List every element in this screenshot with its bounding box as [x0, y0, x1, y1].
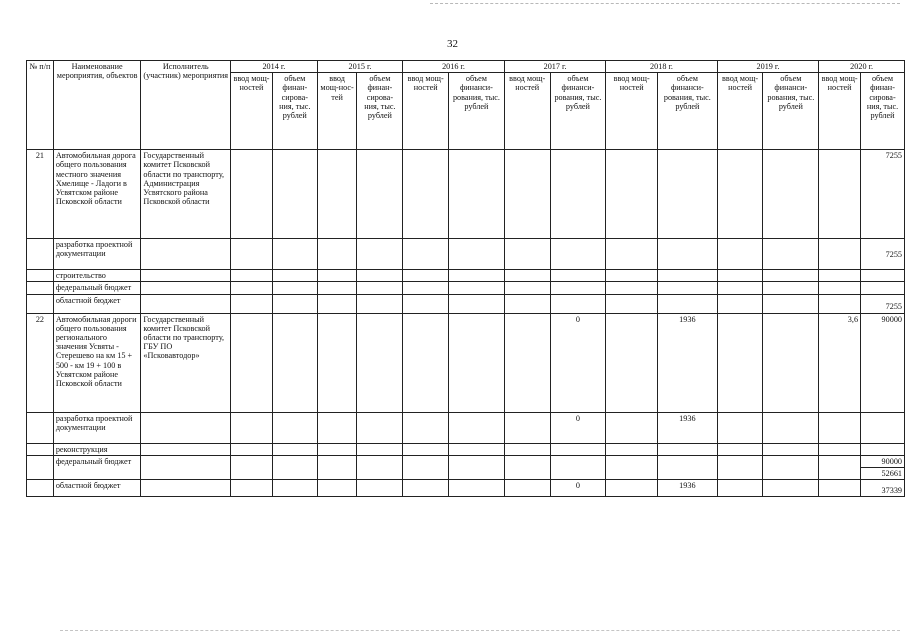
cell [606, 239, 658, 270]
header-funding-2014: объем финан-сирова-ния, тыс. рублей [272, 73, 317, 150]
cell [27, 412, 54, 443]
cell [717, 294, 763, 313]
object-name: Автомобильная дорога общего пользования местного значения Хмелище - Ладоги в Усвятском районе Псковской области [53, 150, 141, 239]
funding-2020-federal: 52661 [881, 468, 902, 478]
cell [317, 313, 357, 412]
header-year-2020: 2020 г. [819, 61, 905, 73]
subitem-name: разработка проектной документации [53, 412, 141, 443]
cell [317, 480, 357, 497]
cell [357, 150, 403, 239]
cell [819, 412, 861, 443]
subitem-name: строительство [53, 270, 141, 282]
cell [403, 480, 449, 497]
scan-artifact-bottom [60, 630, 900, 631]
cell [763, 282, 819, 294]
cell [449, 443, 505, 455]
executor: Государственный комитет Псковской области по транспорту, ГБУ ПО «Псковавтодор» [141, 313, 231, 412]
cell [272, 455, 317, 479]
cell [658, 150, 718, 239]
cell [550, 443, 606, 455]
cell [317, 455, 357, 479]
cell [357, 294, 403, 313]
cell [141, 455, 231, 479]
table-row [27, 313, 905, 412]
cell [449, 480, 505, 497]
table-row [27, 150, 905, 239]
funding-2020: 37339 [861, 480, 905, 497]
funding-2020: 7255 [861, 294, 905, 313]
page-number: 32 [447, 38, 458, 50]
header-capacity-2016: ввод мощ-ностей [403, 73, 449, 150]
cell [272, 480, 317, 497]
cell [357, 443, 403, 455]
cell [606, 282, 658, 294]
cell [403, 443, 449, 455]
funding-2018: 1936 [658, 313, 718, 412]
cell [763, 150, 819, 239]
cell [504, 443, 550, 455]
cell [658, 294, 718, 313]
cell [449, 455, 505, 479]
table-row [27, 480, 905, 497]
cell [550, 282, 606, 294]
cell [861, 270, 905, 282]
cell [658, 443, 718, 455]
cell [717, 150, 763, 239]
header-year-2018: 2018 г. [606, 61, 717, 73]
cell [357, 412, 403, 443]
cell [141, 480, 231, 497]
cell [819, 270, 861, 282]
cell [717, 239, 763, 270]
cell [272, 282, 317, 294]
cell [317, 282, 357, 294]
cell [317, 443, 357, 455]
cell [403, 270, 449, 282]
funding-2018: 1936 [658, 480, 718, 497]
header-capacity-2018: ввод мощ-ностей [606, 73, 658, 150]
cell [717, 270, 763, 282]
cell [449, 313, 505, 412]
cell [861, 282, 905, 294]
cell [504, 455, 550, 479]
cell [717, 480, 763, 497]
cell [231, 270, 273, 282]
header-capacity-2020: ввод мощ-ностей [819, 73, 861, 150]
cell [606, 443, 658, 455]
cell [272, 443, 317, 455]
cell [763, 294, 819, 313]
cell [606, 412, 658, 443]
cell [449, 282, 505, 294]
cell [317, 412, 357, 443]
cell [231, 150, 273, 239]
cell [763, 313, 819, 412]
cell [141, 412, 231, 443]
cell [357, 313, 403, 412]
cell [272, 150, 317, 239]
cell [763, 455, 819, 479]
subitem-name: федеральный бюджет [53, 455, 141, 479]
cell [357, 270, 403, 282]
capacity-2020: 3,6 [819, 313, 861, 412]
cell [27, 455, 54, 479]
cell [763, 239, 819, 270]
cell [449, 270, 505, 282]
cell [141, 294, 231, 313]
cell [27, 270, 54, 282]
header-row-years [27, 61, 905, 73]
cell [272, 239, 317, 270]
header-funding-2019: объем финанси-рования, тыс. рублей [763, 73, 819, 150]
scan-artifact-top [430, 3, 900, 4]
cell [606, 313, 658, 412]
cell [606, 480, 658, 497]
cell [357, 455, 403, 479]
cell [658, 270, 718, 282]
cell [717, 443, 763, 455]
funding-2018: 1936 [658, 412, 718, 443]
header-year-2019: 2019 г. [717, 61, 819, 73]
cell [403, 455, 449, 479]
funding-2020: 7255 [861, 239, 905, 270]
cell [606, 270, 658, 282]
cell [717, 412, 763, 443]
table-row [27, 412, 905, 443]
cell [763, 270, 819, 282]
funding-2020: 7255 [861, 150, 905, 239]
cell [231, 412, 273, 443]
header-capacity-2017: ввод мощ-ностей [504, 73, 550, 150]
cell [272, 313, 317, 412]
funding-2017: 0 [550, 480, 606, 497]
header-capacity-2014: ввод мощ-ностей [231, 73, 273, 150]
funding-2017: 0 [550, 412, 606, 443]
cell [317, 150, 357, 239]
cell [231, 294, 273, 313]
row-number: 21 [27, 150, 54, 239]
cell [317, 294, 357, 313]
cell [141, 239, 231, 270]
cell [357, 282, 403, 294]
header-year-2015: 2015 г. [317, 61, 403, 73]
table-row [27, 270, 905, 282]
cell [504, 294, 550, 313]
header-funding-2020: объем финан-сирова-ния, тыс. рублей [861, 73, 905, 150]
cell [504, 270, 550, 282]
cell [141, 282, 231, 294]
cell [403, 239, 449, 270]
cell [658, 282, 718, 294]
cell [403, 294, 449, 313]
subitem-name: разработка проектной документации [53, 239, 141, 270]
cell [819, 443, 861, 455]
cell [403, 412, 449, 443]
cell [231, 239, 273, 270]
header-name: Наименование мероприятия, объектов [53, 61, 141, 150]
cell [357, 239, 403, 270]
cell [763, 412, 819, 443]
table-row [27, 443, 905, 455]
cell [27, 443, 54, 455]
cell [272, 270, 317, 282]
table-row [27, 455, 905, 479]
executor: Государственный комитет Псковской области по транспорту, Администрация Усвятского района Псковской области [141, 150, 231, 239]
cell [27, 239, 54, 270]
table-row [27, 239, 905, 270]
cell [819, 455, 861, 479]
header-funding-2015: объем финан-сирова-ния, тыс. рублей [357, 73, 403, 150]
cell [231, 455, 273, 479]
funding-2020-split [861, 455, 905, 479]
cell [141, 270, 231, 282]
cell [504, 412, 550, 443]
cell [27, 294, 54, 313]
cell [763, 480, 819, 497]
cell [819, 294, 861, 313]
cell [272, 412, 317, 443]
cell [504, 150, 550, 239]
cell [357, 480, 403, 497]
cell [449, 412, 505, 443]
cell [606, 455, 658, 479]
header-year-2014: 2014 г. [231, 61, 318, 73]
header-executor: Исполнитель (участник) мероприятия [141, 61, 231, 150]
cell [606, 150, 658, 239]
subitem-name: реконструкция [53, 443, 141, 455]
cell [272, 294, 317, 313]
cell [763, 443, 819, 455]
cell [231, 313, 273, 412]
cell [231, 282, 273, 294]
cell [504, 313, 550, 412]
cell [231, 443, 273, 455]
financing-table [26, 60, 905, 497]
funding-2017: 0 [550, 313, 606, 412]
funding-2020-total: 90000 [861, 456, 904, 468]
header-capacity-2019: ввод мощ-ностей [717, 73, 763, 150]
cell [317, 239, 357, 270]
funding-2020: 90000 [861, 313, 905, 412]
cell [317, 270, 357, 282]
header-year-2016: 2016 г. [403, 61, 505, 73]
cell [861, 412, 905, 443]
cell [717, 282, 763, 294]
header-funding-2018: объем финанси-рования, тыс. рублей [658, 73, 718, 150]
subitem-name: областной бюджет [53, 480, 141, 497]
cell [717, 313, 763, 412]
cell [550, 150, 606, 239]
cell [403, 282, 449, 294]
cell [231, 480, 273, 497]
table-row [27, 294, 905, 313]
subitem-name: федеральный бюджет [53, 282, 141, 294]
cell [550, 455, 606, 479]
cell [658, 239, 718, 270]
cell [819, 239, 861, 270]
row-number: 22 [27, 313, 54, 412]
cell [861, 443, 905, 455]
cell [403, 150, 449, 239]
cell [550, 270, 606, 282]
cell [606, 294, 658, 313]
header-funding-2016: объем финанси-рования, тыс. рублей [449, 73, 505, 150]
cell [819, 480, 861, 497]
cell [141, 443, 231, 455]
cell [550, 239, 606, 270]
table-row [27, 282, 905, 294]
cell [449, 150, 505, 239]
cell [27, 282, 54, 294]
object-name: Автомобильная дороги общего пользования регионального значения Усвяты - Стерешево на км 15 + 500 - км 19 + 100 в Усвятском районе Псковской области [53, 313, 141, 412]
cell [658, 455, 718, 479]
header-year-2017: 2017 г. [504, 61, 606, 73]
cell [27, 480, 54, 497]
subitem-name: областной бюджет [53, 294, 141, 313]
cell [504, 239, 550, 270]
cell [449, 239, 505, 270]
header-capacity-2015: ввод мощ-нос-тей [317, 73, 357, 150]
cell [819, 282, 861, 294]
header-no: № п/п [27, 61, 54, 150]
cell [504, 282, 550, 294]
cell [550, 294, 606, 313]
cell [403, 313, 449, 412]
cell [819, 150, 861, 239]
cell [449, 294, 505, 313]
cell [504, 480, 550, 497]
header-funding-2017: объем финанси-рования, тыс. рублей [550, 73, 606, 150]
cell [717, 455, 763, 479]
